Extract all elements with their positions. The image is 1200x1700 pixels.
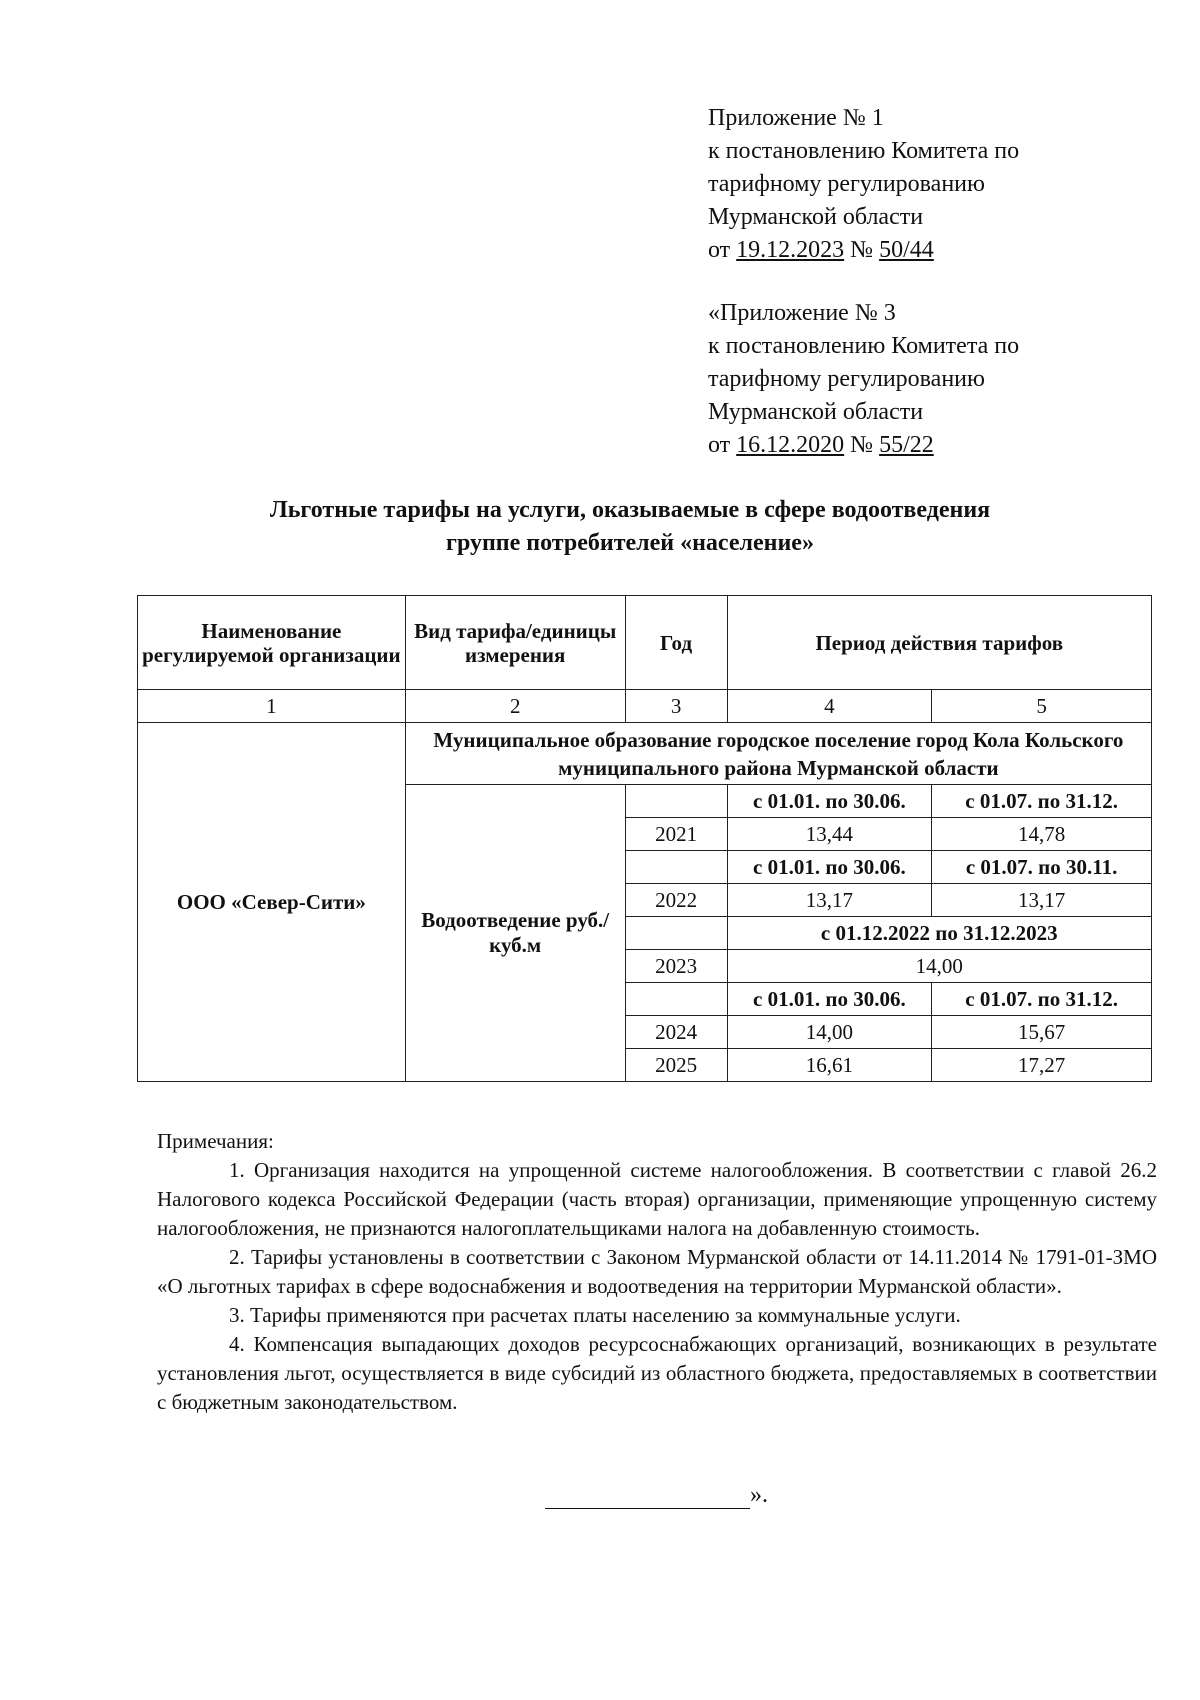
period-cell: с 01.01. по 30.06. xyxy=(727,851,932,884)
header-organization: Наименование регулируемой организации xyxy=(138,596,406,690)
signature-line xyxy=(545,1482,750,1509)
table-row xyxy=(138,723,1152,785)
appendix-1-line3: тарифному регулированию xyxy=(708,171,985,197)
year-cell xyxy=(625,785,727,818)
tariff-kind: Водоотведение руб./куб.м xyxy=(405,785,625,1082)
note-2: 2. Тарифы установлены в соответствии с Законом Мурманской области от 14.11.2014 № 1791-01-ЗМО «О льготных тарифах в сфере водоснабжения и водоотведения на территории Мурманской области». xyxy=(157,1245,1157,1298)
note-1: 1. Организация находится на упрощенной системе налогообложения. В соответствии с главой 26.2 Налогового кодекса Российской Федерации (часть вторая) организации, применяющие упрощенную систему налогообложения, не признаются налогоплательщиками налога на добавленную стоимость. xyxy=(157,1158,1157,1240)
title-line2: группе потребителей «население» xyxy=(446,530,814,556)
tariff-value: 13,17 xyxy=(727,884,932,917)
appendix-3-line1: «Приложение № 3 xyxy=(708,300,896,326)
year-cell: 2025 xyxy=(625,1049,727,1082)
appendix-1-header xyxy=(708,102,1019,267)
appendix-3-line4: Мурманской области xyxy=(708,399,924,425)
appendix-1-number: 50/44 xyxy=(879,237,934,263)
tariff-value: 14,00 xyxy=(727,1016,932,1049)
header-year: Год xyxy=(625,596,727,690)
year-cell xyxy=(625,983,727,1016)
col-number: 1 xyxy=(138,690,406,723)
appendix-1-date: 19.12.2023 xyxy=(736,237,845,263)
year-cell xyxy=(625,917,727,950)
closing-mark xyxy=(545,1482,768,1509)
period-cell: с 01.01. по 30.06. xyxy=(727,785,932,818)
period-cell: с 01.01. по 30.06. xyxy=(727,983,932,1016)
tariff-table xyxy=(137,595,1152,1082)
tariff-value: 17,27 xyxy=(932,1049,1152,1082)
title-line1: Льготные тарифы на услуги, оказываемые в сфере водоотведения xyxy=(269,497,991,523)
column-numbers-row xyxy=(138,690,1152,723)
appendix-1-line4: Мурманской области xyxy=(708,204,924,230)
appendix-1-line1: Приложение № 1 xyxy=(708,105,884,131)
period-cell: с 01.07. по 31.12. xyxy=(932,785,1152,818)
year-cell: 2022 xyxy=(625,884,727,917)
appendix-3-header xyxy=(708,297,1019,462)
col-number: 3 xyxy=(625,690,727,723)
municipality-name: Муниципальное образование городское поселение город Кола Кольского муниципального района Мурманской области xyxy=(405,723,1151,785)
appendix-1-line2: к постановлению Комитета по xyxy=(708,138,1020,164)
notes-heading: Примечания: xyxy=(157,1129,274,1153)
year-cell xyxy=(625,851,727,884)
table-header-row xyxy=(138,596,1152,690)
notes-section xyxy=(157,1127,1157,1417)
organization-name: ООО «Север-Сити» xyxy=(138,723,406,1082)
header-tariff-kind: Вид тарифа/единицы измерения xyxy=(405,596,625,690)
col-number: 2 xyxy=(405,690,625,723)
closing-quote: ». xyxy=(750,1482,768,1508)
appendix-3-date-line: от 16.12.2020 № 55/22 xyxy=(708,432,934,458)
col-number: 5 xyxy=(932,690,1152,723)
note-4: 4. Компенсация выпадающих доходов ресурсоснабжающих организаций, возникающих в результате установления льгот, осуществляется в виде субсидий из областного бюджета, предоставляемых в соответствии с бюджетным законодательством. xyxy=(157,1332,1157,1414)
tariff-value: 15,67 xyxy=(932,1016,1152,1049)
tariff-value: 13,44 xyxy=(727,818,932,851)
year-cell: 2021 xyxy=(625,818,727,851)
appendix-3-date: 16.12.2020 xyxy=(736,432,845,458)
tariff-value: 16,61 xyxy=(727,1049,932,1082)
header-period: Период действия тарифов xyxy=(727,596,1151,690)
appendix-3-line2: к постановлению Комитета по xyxy=(708,333,1020,359)
appendix-3-number: 55/22 xyxy=(879,432,934,458)
year-cell: 2023 xyxy=(625,950,727,983)
period-cell: с 01.07. по 30.11. xyxy=(932,851,1152,884)
year-cell: 2024 xyxy=(625,1016,727,1049)
col-number: 4 xyxy=(727,690,932,723)
tariff-value: 13,17 xyxy=(932,884,1152,917)
period-cell: с 01.07. по 31.12. xyxy=(932,983,1152,1016)
document-title xyxy=(130,494,1130,560)
tariff-value: 14,78 xyxy=(932,818,1152,851)
note-3: 3. Тарифы применяются при расчетах платы населению за коммунальные услуги. xyxy=(229,1303,961,1327)
appendix-3-line3: тарифному регулированию xyxy=(708,366,985,392)
period-cell: с 01.12.2022 по 31.12.2023 xyxy=(727,917,1151,950)
appendix-1-date-line: от 19.12.2023 № 50/44 xyxy=(708,237,934,263)
tariff-value: 14,00 xyxy=(727,950,1151,983)
